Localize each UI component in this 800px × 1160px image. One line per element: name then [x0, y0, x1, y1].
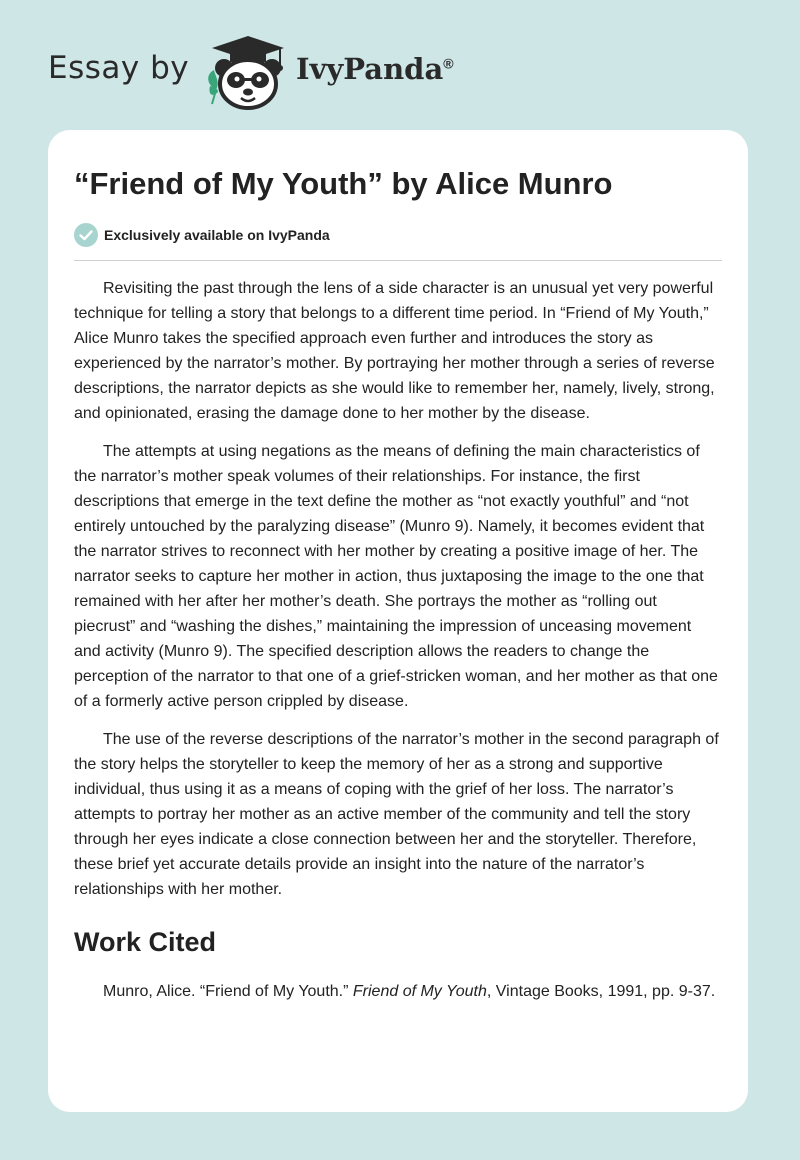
body-paragraph-2: The attempts at using negations as the means of defining the main characteristics of the narrator’s mother speak volumes of their relationships. For instance, the first descriptions that emerge in the text define the mother as “not exactly youthful” and “not entirely untouched by the paralyzing disease” (Munro 9). Namely, it becomes evident that the narrator strives to reconnect with her mother by creating a positive image of her. The narrator seeks to capture her mother in action, thus juxtaposing the image to the one that remained with her after her mother’s death. She portrays the mother as “rolling out piecrust” and “washing the dishes,” maintaining the impression of unceasing movement and activity (Munro 9). The specified description allows the readers to change the perception of the narrator to that one of a grief-stricken woman, and her mother as that one of a formerly active person crippled by disease.	[74, 443, 718, 710]
check-badge-icon	[74, 223, 98, 247]
citation-book-title: Friend of My Youth	[352, 982, 487, 1000]
leaf-icon	[208, 70, 218, 104]
citation-author-title: Munro, Alice. “Friend of My Youth.”	[103, 982, 353, 1000]
article-card	[48, 130, 748, 1112]
brand-name-text: IvyPanda	[296, 52, 444, 86]
exclusive-badge-label: Exclusively available on IvyPanda	[104, 227, 330, 243]
brand-name[interactable]	[296, 52, 454, 86]
site-header	[0, 0, 800, 130]
citation-entry	[74, 979, 722, 1004]
page-title: “Friend of My Youth” by Alice Munro	[74, 166, 613, 201]
works-cited-heading: Work Cited	[74, 926, 217, 957]
essay-by-label: Essay by	[48, 50, 190, 86]
body-paragraph-1: Revisiting the past through the lens of a side character is an unusual yet very powerful technique for telling a story that belongs to a different time period. In “Friend of My Youth,” Alice Munro takes the specified approach even further and introduces the story as experienced by the narrator’s mother. By portraying her mother through a series of reverse descriptions, the narrator depicts as she would like to remember her, namely, lively, strong, and opinionated, erasing the damage done to her mother by the disease.	[74, 280, 715, 422]
registered-mark: ®	[443, 55, 454, 72]
body-paragraph-3: The use of the reverse descriptions of the narrator’s mother in the second paragraph of the story helps the storyteller to keep the memory of her as a strong and supportive individual, thus using it as a means of coping with the grief of her loss. The narrator’s attempts to portray her mother as an active member of the community and tell the story through her eyes indicate a close connection between her and the storyteller. Therefore, these brief yet accurate details provide an insight into the nature of the narrator’s relationships with her mother.	[74, 731, 719, 898]
citation-publisher: , Vintage Books, 1991, pp. 9-37.	[486, 982, 716, 1000]
ivypanda-logo-icon[interactable]	[202, 34, 292, 115]
divider	[74, 260, 722, 261]
exclusive-badge	[74, 222, 722, 248]
